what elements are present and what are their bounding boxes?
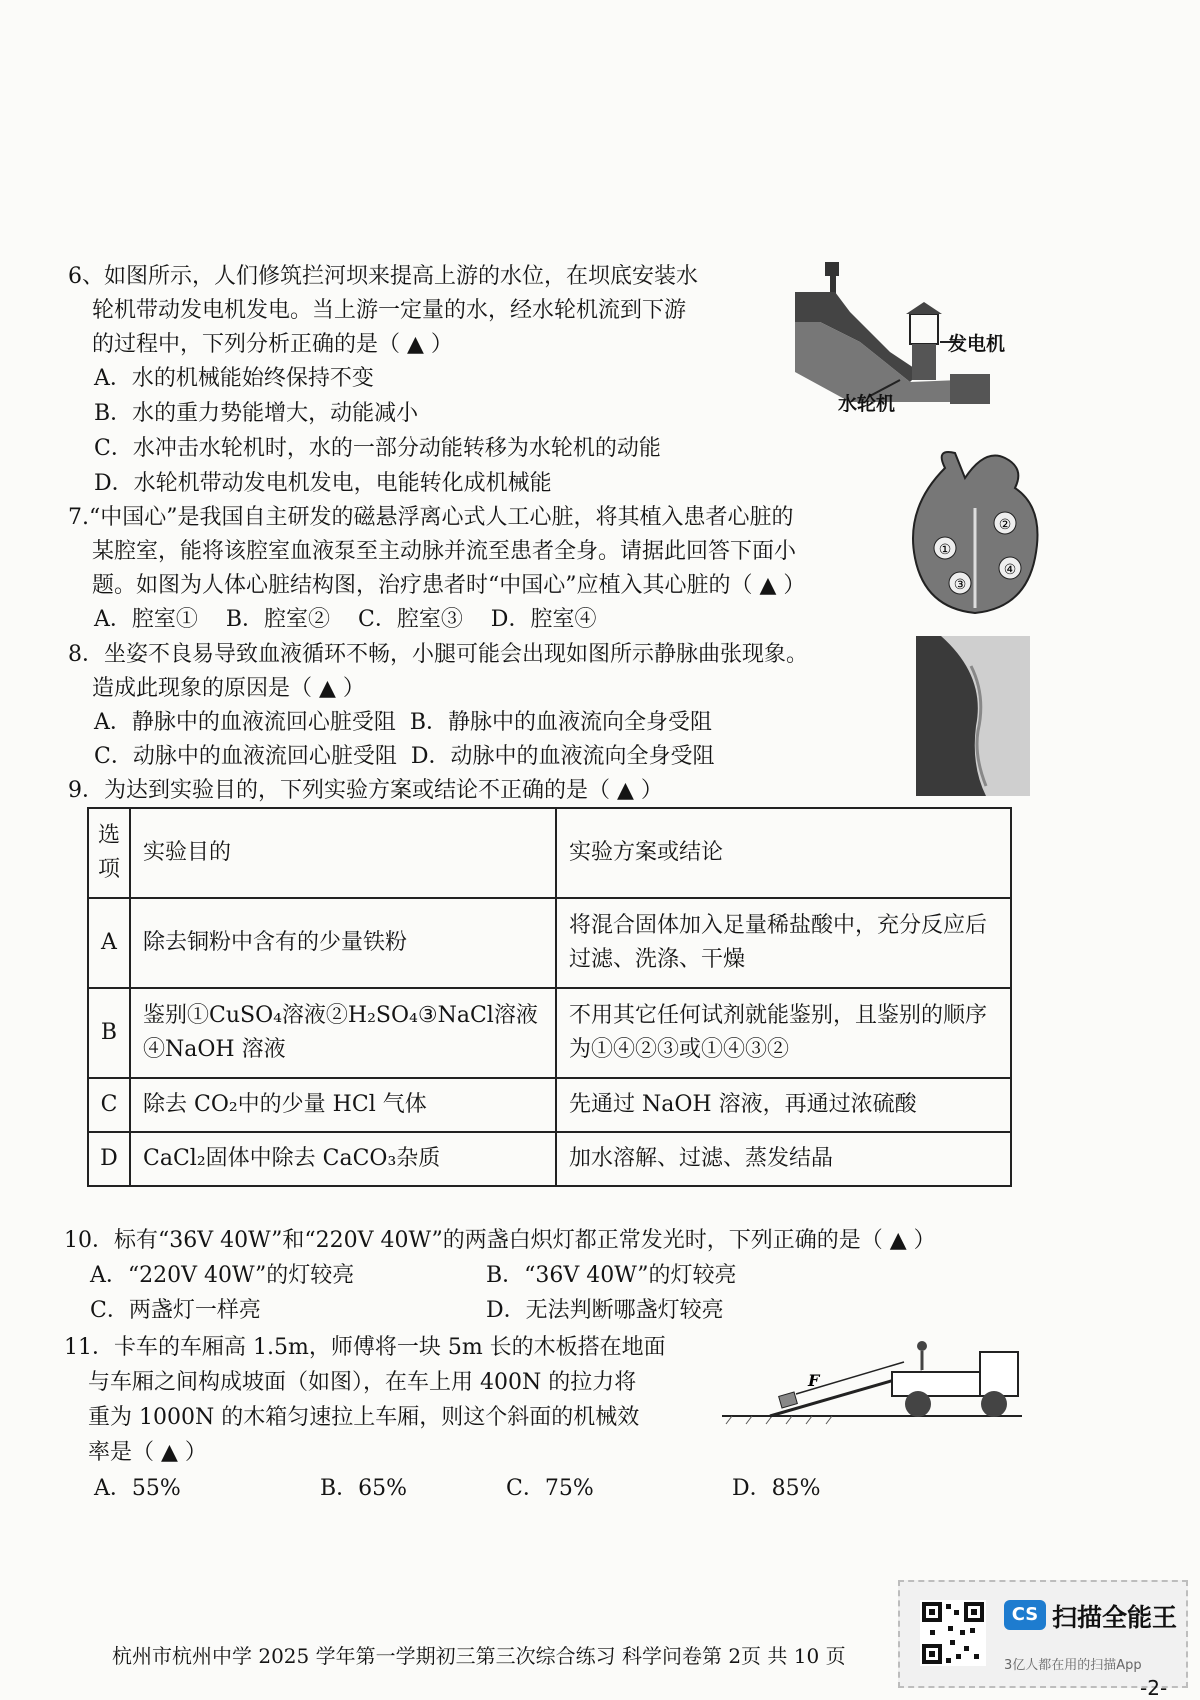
camscanner-logo-icon: CS: [1004, 1600, 1046, 1630]
header-goal: 实验目的: [130, 808, 556, 898]
q11-stem-line1: 11．卡车的车厢高 1.5m，师傅将一块 5m 长的木板搭在地面: [64, 1335, 666, 1360]
q11-stem-line2: 与车厢之间构成坡面（如图），在车上用 400N 的拉力将: [88, 1370, 637, 1395]
q6-stem-line2: 轮机带动发电机发电。当上游一定量的水，经水轮机流到下游: [92, 298, 687, 323]
heart-mark-3: ③: [953, 577, 967, 593]
q10-option-a: A．“220V 40W”的灯较亮: [90, 1263, 355, 1288]
q6-option-b: B．水的重力势能增大，动能减小: [94, 401, 419, 426]
q10-option-b: B．“36V 40W”的灯较亮: [486, 1263, 737, 1288]
q6-option-c: C．水冲击水轮机时，水的一部分动能转移为水轮机的动能: [94, 436, 661, 461]
row-a-option: A: [88, 898, 130, 988]
heart-mark-2: ②: [998, 517, 1012, 533]
row-c-goal: 除去 CO₂中的少量 HCl 气体: [130, 1078, 556, 1132]
q10-stem: 10．标有“36V 40W”和“220V 40W”的两盏白炽灯都正常发光时，下列正确的是（ ▲ ）: [64, 1228, 936, 1253]
row-b-plan: 不用其它任何试剂就能鉴别，且鉴别的顺序为①④②③或①④③②: [556, 988, 1011, 1078]
heart-mark-4: ④: [1003, 562, 1017, 578]
q11-option-a: A．55%: [94, 1476, 181, 1501]
q7-stem-line1: 7.“中国心”是我国自主研发的磁悬浮离心式人工心脏，将其植入患者心脏的: [68, 505, 794, 530]
q8-options-ab: A．静脉中的血液流回心脏受阻 B．静脉中的血液流向全身受阻: [94, 710, 713, 735]
scanner-tagline: 3亿人都在用的扫描App: [1004, 1658, 1142, 1673]
generator-label: 发电机: [948, 333, 1006, 355]
q6-option-d: D．水轮机带动发电机发电，电能转化成机械能: [94, 471, 552, 496]
q11-option-d: D．85%: [732, 1476, 821, 1501]
page-number: -2-: [1140, 1676, 1168, 1700]
q7-stem-line2: 某腔室，能将该腔室血液泵至主动脉并流至患者全身。请据此回答下面小: [92, 539, 797, 564]
q11-stem-line3: 重为 1000N 的木箱匀速拉上车厢，则这个斜面的机械效: [88, 1405, 640, 1430]
table-row: [88, 1132, 1011, 1186]
table-header-row: [88, 808, 1011, 898]
row-a-plan: 将混合固体加入足量稀盐酸中，充分反应后过滤、洗涤、干燥: [556, 898, 1011, 988]
qr-code-icon: [920, 1600, 986, 1666]
row-d-option: D: [88, 1132, 130, 1186]
scanner-brand-name: 扫描全能王: [1052, 1603, 1178, 1632]
experiment-table: [87, 807, 1012, 1187]
q11-stem-line4: 率是（ ▲ ）: [88, 1440, 207, 1465]
q6-stem-line3: 的过程中，下列分析正确的是（ ▲ ）: [92, 332, 453, 357]
turbine-label: 水轮机: [838, 393, 896, 412]
header-plan: 实验方案或结论: [556, 808, 1011, 898]
q9-stem: 9．为达到实验目的，下列实验方案或结论不正确的是（ ▲ ）: [68, 778, 663, 803]
header-option: 选项: [88, 808, 130, 898]
q8-options-cd: C．动脉中的血液流回心脏受阻 D．动脉中的血液流向全身受阻: [94, 744, 715, 769]
q8-stem-line1: 8．坐姿不良易导致血液循环不畅，小腿可能会出现如图所示静脉曲张现象。: [68, 642, 808, 667]
q8-stem-line2: 造成此现象的原因是（ ▲ ）: [92, 676, 365, 701]
table-row: [88, 988, 1011, 1078]
q6-option-a: A．水的机械能始终保持不变: [94, 366, 374, 391]
row-b-option: B: [88, 988, 130, 1078]
q11-option-c: C．75%: [506, 1476, 594, 1501]
row-c-option: C: [88, 1078, 130, 1132]
table-row: [88, 898, 1011, 988]
row-d-goal: CaCl₂固体中除去 CaCO₃杂质: [130, 1132, 556, 1186]
heart-mark-1: ①: [938, 542, 952, 558]
q6-stem-line1: 6、如图所示，人们修筑拦河坝来提高上游的水位，在坝底安装水: [68, 264, 698, 289]
q10-option-c: C．两盏灯一样亮: [90, 1298, 261, 1323]
q11-option-b: B．65%: [320, 1476, 408, 1501]
row-d-plan: 加水溶解、过滤、蒸发结晶: [556, 1132, 1011, 1186]
page-footer: 杭州市杭州中学 2025 学年第一学期初三第三次综合练习 科学问卷第 2页 共 10 页: [112, 1644, 846, 1668]
q10-option-d: D．无法判断哪盏灯较亮: [486, 1298, 724, 1323]
dam-figure: [790, 262, 1010, 412]
row-a-goal: 除去铜粉中含有的少量铁粉: [130, 898, 556, 988]
row-c-plan: 先通过 NaOH 溶液，再通过浓硫酸: [556, 1078, 1011, 1132]
q7-stem-line3: 题。如图为人体心脏结构图，治疗患者时“中国心”应植入其心脏的（ ▲ ）: [92, 573, 806, 598]
varicose-leg-photo: [916, 636, 1030, 796]
force-label: F: [808, 1371, 820, 1390]
scanner-watermark: [898, 1580, 1188, 1688]
table-row: [88, 1078, 1011, 1132]
row-b-goal: 鉴别①CuSO₄溶液②H₂SO₄③NaCl溶液④NaOH 溶液: [130, 988, 556, 1078]
truck-ramp-figure: [722, 1332, 1022, 1432]
q7-options: A．腔室① B．腔室② C．腔室③ D．腔室④: [94, 607, 597, 632]
heart-figure: [905, 448, 1045, 618]
